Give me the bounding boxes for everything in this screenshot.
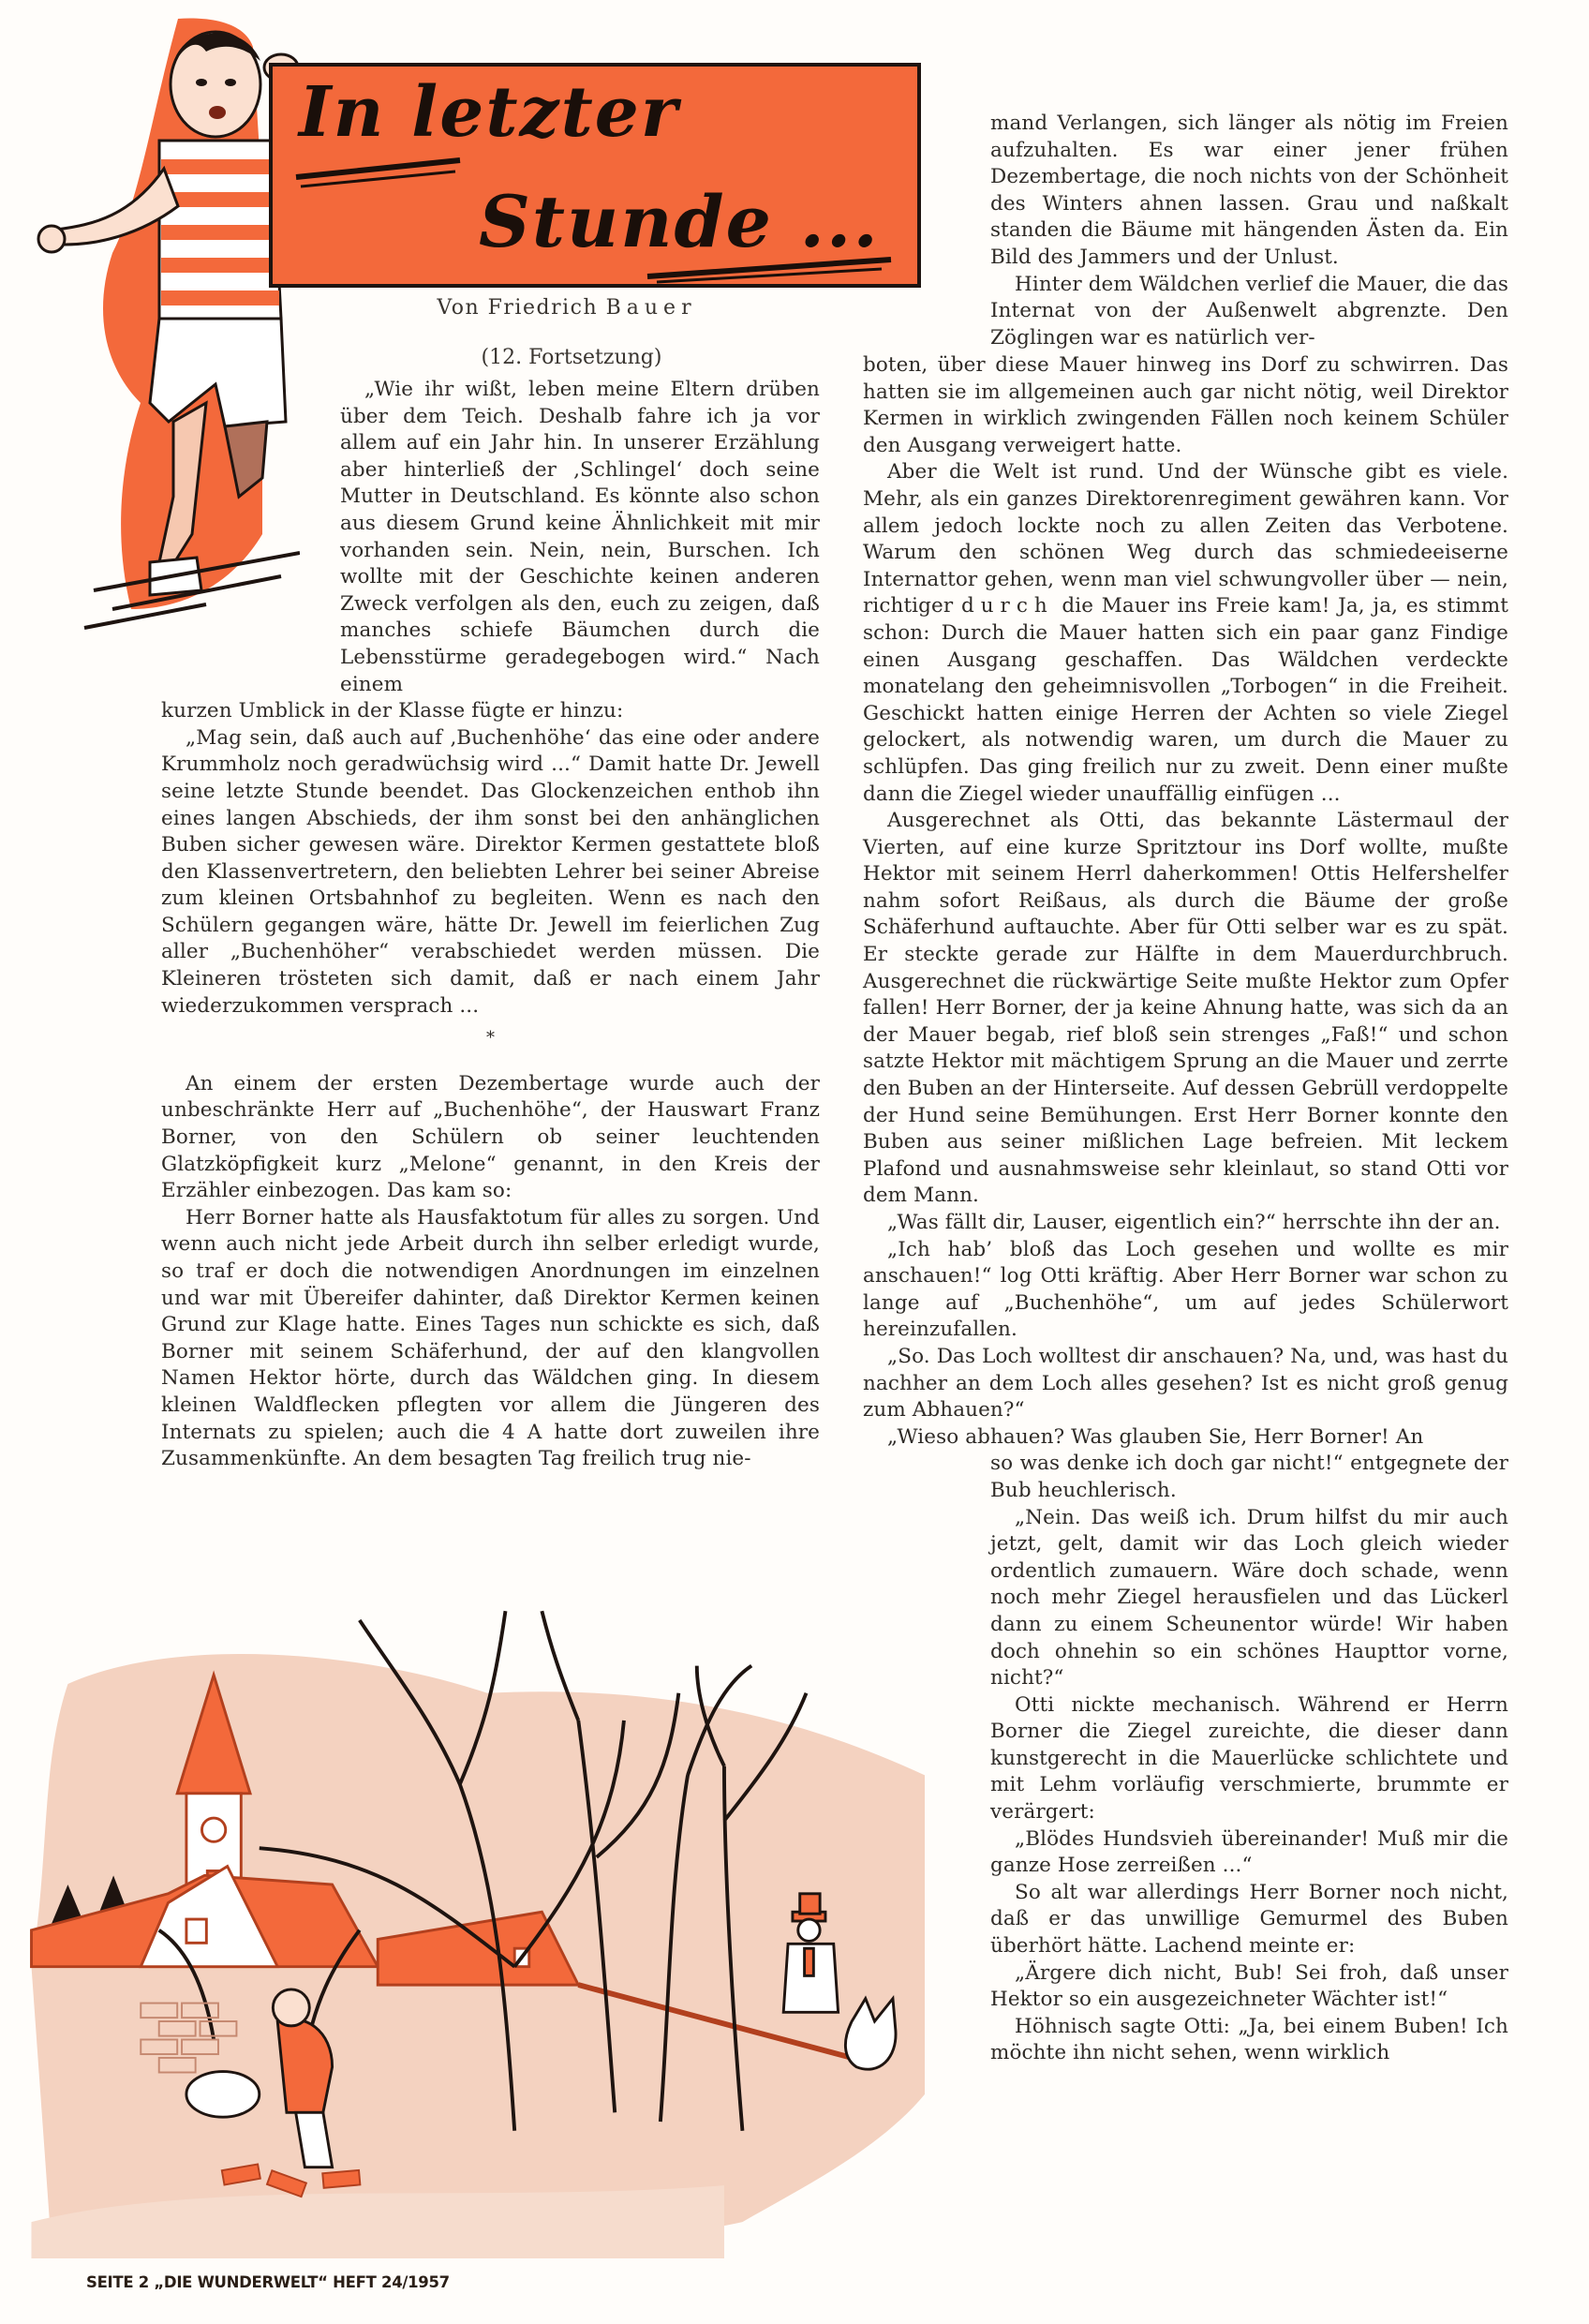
byline-surname: Bauer (605, 296, 697, 320)
image-cutout (161, 377, 340, 695)
paragraph: Ausgerechnet als Otti, das bekannte Lästermaul der Vierten, auf eine kurze Spritztour ins Dorf wollte, mußte Hektor mit seinem Herrl daherkommen! Ottis Helfershelfer nahm sofort Reißaus, als durch die Bäume der große Schäferhund auftauchte. Aber für Otti selber war es zu spät. Er steckte gerade zur Hälfte in dem Mauerdurchbruch. Ausgerechnet die rückwärtige Seite mußte Hektor zum Opfer fallen! Herr Borner, der ja keine Ahnung hatte, was sich da an der Mauer begab, rief bloß sein strenges „Faß!“ und schon satzte Hektor mit mächtigem Sprung an die Mauer und zerrte den Buben an der Hinterseite. Auf dessen Gebrüll verdoppelte der Hund seine Bemühungen. Erst Herr Borner konnte den Buben aus seiner mißlichen Lage befreien. Mit leckem Plafond und ausnahmsweise sehr kleinlaut, so stand Otti vor dem Mann. (863, 809, 1508, 1208)
paragraph: „Ich hab’ bloß das Loch gesehen und wollte es mir anschauen!“ log Otti kräftig. Aber Herr Borner war schon zu lange auf „Buchenhöhe“, um auf jedes Schülerwort hereinzufallen. (863, 1237, 1508, 1342)
title-line-2: Stunde ... (479, 180, 880, 263)
paragraph: „Nein. Das weiß ich. Drum hilfst du mir auch jetzt, gelt, damit wir das Loch gleich wieder ordentlich zumauern. Wäre doch schade, wenn noch mehr Ziegel herausfielen und das Lückerl dann zu einem Scheunentor würde! Wir haben doch ohnehin so ein schönes Haupttor vorne, nicht?“ (990, 1505, 1508, 1691)
paragraph: so was denke ich doch gar nicht!“ entgegnete der Bub heuchlerisch. (990, 1452, 1508, 1502)
paragraph: „Blödes Hundsvieh übereinander! Muß mir die ganze Hose zerreißen ...“ (990, 1826, 1508, 1878)
byline (412, 295, 721, 321)
paragraph: „Was fällt dir, Lauser, eigentlich ein?“ herrschte ihn der an. (887, 1211, 1501, 1234)
paragraph: Hinter dem Wäldchen verlief die Mauer, die das Internat von der Außenwelt abgrenzte. Den Zöglingen war es natürlich ver- (990, 272, 1508, 350)
paragraph: mand Verlangen, sich länger als nötig im Freien aufzuhalten. Es war einer jener frühen Dezembertage, die noch nichts von der Schönheit des Winters ahnen lassen. Grau und naßkalt standen die Bäume mit hängenden Ästen da. Ein Bild des Jammers und der Unlust. (990, 112, 1508, 269)
paragraph (863, 459, 1508, 808)
installment-label: (12. Fortsetzung) (481, 346, 662, 369)
title-notch (863, 111, 990, 352)
page-footer: SEITE 2 „DIE WUNDERWELT“ HEFT 24/1957 (86, 2273, 450, 2291)
paragraph: „So. Das Loch wolltest dir anschauen? Na, und, was hast du nachher an dem Loch alles gesehen? Ist es nicht groß genug zum Abhauen?“ (863, 1344, 1508, 1423)
byline-prefix: Von Friedrich (437, 296, 606, 320)
paragraph: kurzen Umblick in der Klasse fügte er hinzu: (161, 699, 624, 723)
section-divider: * (485, 1028, 496, 1049)
text-run: die Mauer ins Freie kam! Ja, ja, es stimmt schon: Durch die Mauer hatten sich ein paar ganz Findige einen Ausgang geschaffen. Das Wäldchen verdeckte monatelang den geheimnisvollen „Torbogen“ in die Freiheit. Geschickt hatten einige Herren der Achten so viele Ziegel gelockert, als notwendig waren, um durch die Mauer zu schlüpfen. Das ging freilich nur zu zweit. Denn einer mußte dann die Ziegel wieder unauffällig einfügen ... (863, 594, 1508, 806)
right-column (863, 111, 1508, 2107)
paragraph: „Wie ihr wißt, leben meine Eltern drüben über dem Teich. Deshalb fahre ich ja vor allem auf ein Jahr hin. In unserer Erzählung aber hinterließ der ‚Schlingel‘ doch seine Mutter in Deutschland. Es könnte also schon aus diesem Grund keine Ähnlichkeit mit mir vorhanden sein. Nein, nein, Burschen. Ich wollte mit der Geschichte keinen anderen Zweck verfolgen als den, euch zu zeigen, daß manches schiefe Bäumchen durch die Lebensstürme geradegebogen wird.“ Nach einem (340, 378, 820, 696)
paragraph: So alt war allerdings Herr Borner noch nicht, daß er das unwillige Gemurmel des Buben überhört hätte. Lachend meinte er: (990, 1880, 1508, 1959)
paragraph: Herr Borner hatte als Hausfaktotum für alles zu sorgen. Und wenn auch nicht jede Arbeit durch ihn selber erledigt wurde, so traf er doch die notwendigen Anordnungen im einzelnen und war mit Übereifer dahinter, daß Direktor Kermen keinen Grund zur Klage hatte. Eines Tages nun schickte es sich, daß Borner mit seinem Schäferhund, der auf den klangvollen Namen Hektor hörte, durch das Wäldchen ging. In diesem kleinen Waldflecken pflegten vor allem die Jüngeren des Internats zu spielen; auch die 4 A hatte dort zuweilen ihre Zusammenkünfte. An dem besagten Tag freilich trug nie- (161, 1205, 820, 1471)
left-column (161, 377, 820, 1473)
paragraph: Otti nickte mechanisch. Während er Herrn Borner die Ziegel zureichte, die dieser dann kunstgerecht in die Mauerlücke schlichtete und mit Lehm vorläufig verschmierte, brummte er verärgert: (990, 1692, 1508, 1825)
emphasized-word: durch (960, 594, 1054, 618)
paragraph: An einem der ersten Dezembertage wurde auch der unbeschränkte Herr auf „Buchenhöhe“, der Hauswart Franz Borner, von den Schülern ob seiner leuchtenden Glatzköpfigkeit kurz „Melone“ genannt, in den Kreis der Erzähler einbezogen. Das kam so: (161, 1071, 820, 1203)
title-box (269, 63, 921, 288)
paragraph: „Mag sein, daß auch auf ‚Buchenhöhe‘ das eine oder andere Krummholz noch geradwüchsig wird ...“ Damit hatte Dr. Jewell seine letzte Stunde beendet. Das Glockenzeichen enthob ihn eines langen Abschieds, der ihm sonst bei den anhänglichen Buben sicher gewesen wäre. Direktor Kermen gestattete bloß den Klassenvertretern, den beliebten Lehrer bei seiner Abreise zum kleinen Ortsbahnhof zu begleiten. Wenn es nach den Schülern gegangen wäre, hätte Dr. Jewell im feierlichen Zug aller „Buchenhöher“ verabschiedet werden müssen. Die Kleineren trösteten sich damit, daß er nach einem Jahr wiederzukommen versprach ... (161, 725, 820, 1018)
paragraph: „Wieso abhauen? Was glauben Sie, Herr Borner! An (887, 1424, 1424, 1449)
title-underline (291, 156, 910, 284)
text-run: Aber die Welt ist rund. Und der Wünsche gibt es viele. Mehr, als ein ganzes Direktorenregiment gewähren kann. Vor allem jedoch lockte noch zu allen Zeiten das Verbotene. Warum den schönen Weg durch das schmiedeeiserne Internattor gehen, wenn man viel schwungvoller über — nein, richtiger (863, 460, 1508, 618)
title-line-1: In letzter (299, 72, 679, 153)
scene-illustration (19, 1584, 956, 2258)
paragraph: „Ärgere dich nicht, Bub! Sei froh, daß unser Hektor so ein ausgezeichneter Wächter ist!“ (990, 1960, 1508, 2012)
paragraph: boten, über diese Mauer hinweg ins Dorf zu schwirren. Das hatten sie im allgemeinen auch gar nicht nötig, weil Direktor Kermen in wirklich zwingenden Fällen noch keinem Schüler den Ausgang verweigert hatte. (863, 353, 1508, 457)
paragraph: Höhnisch sagte Otti: „Ja, bei einem Buben! Ich möchte ihn nicht sehen, wenn wirklich (990, 2014, 1508, 2065)
